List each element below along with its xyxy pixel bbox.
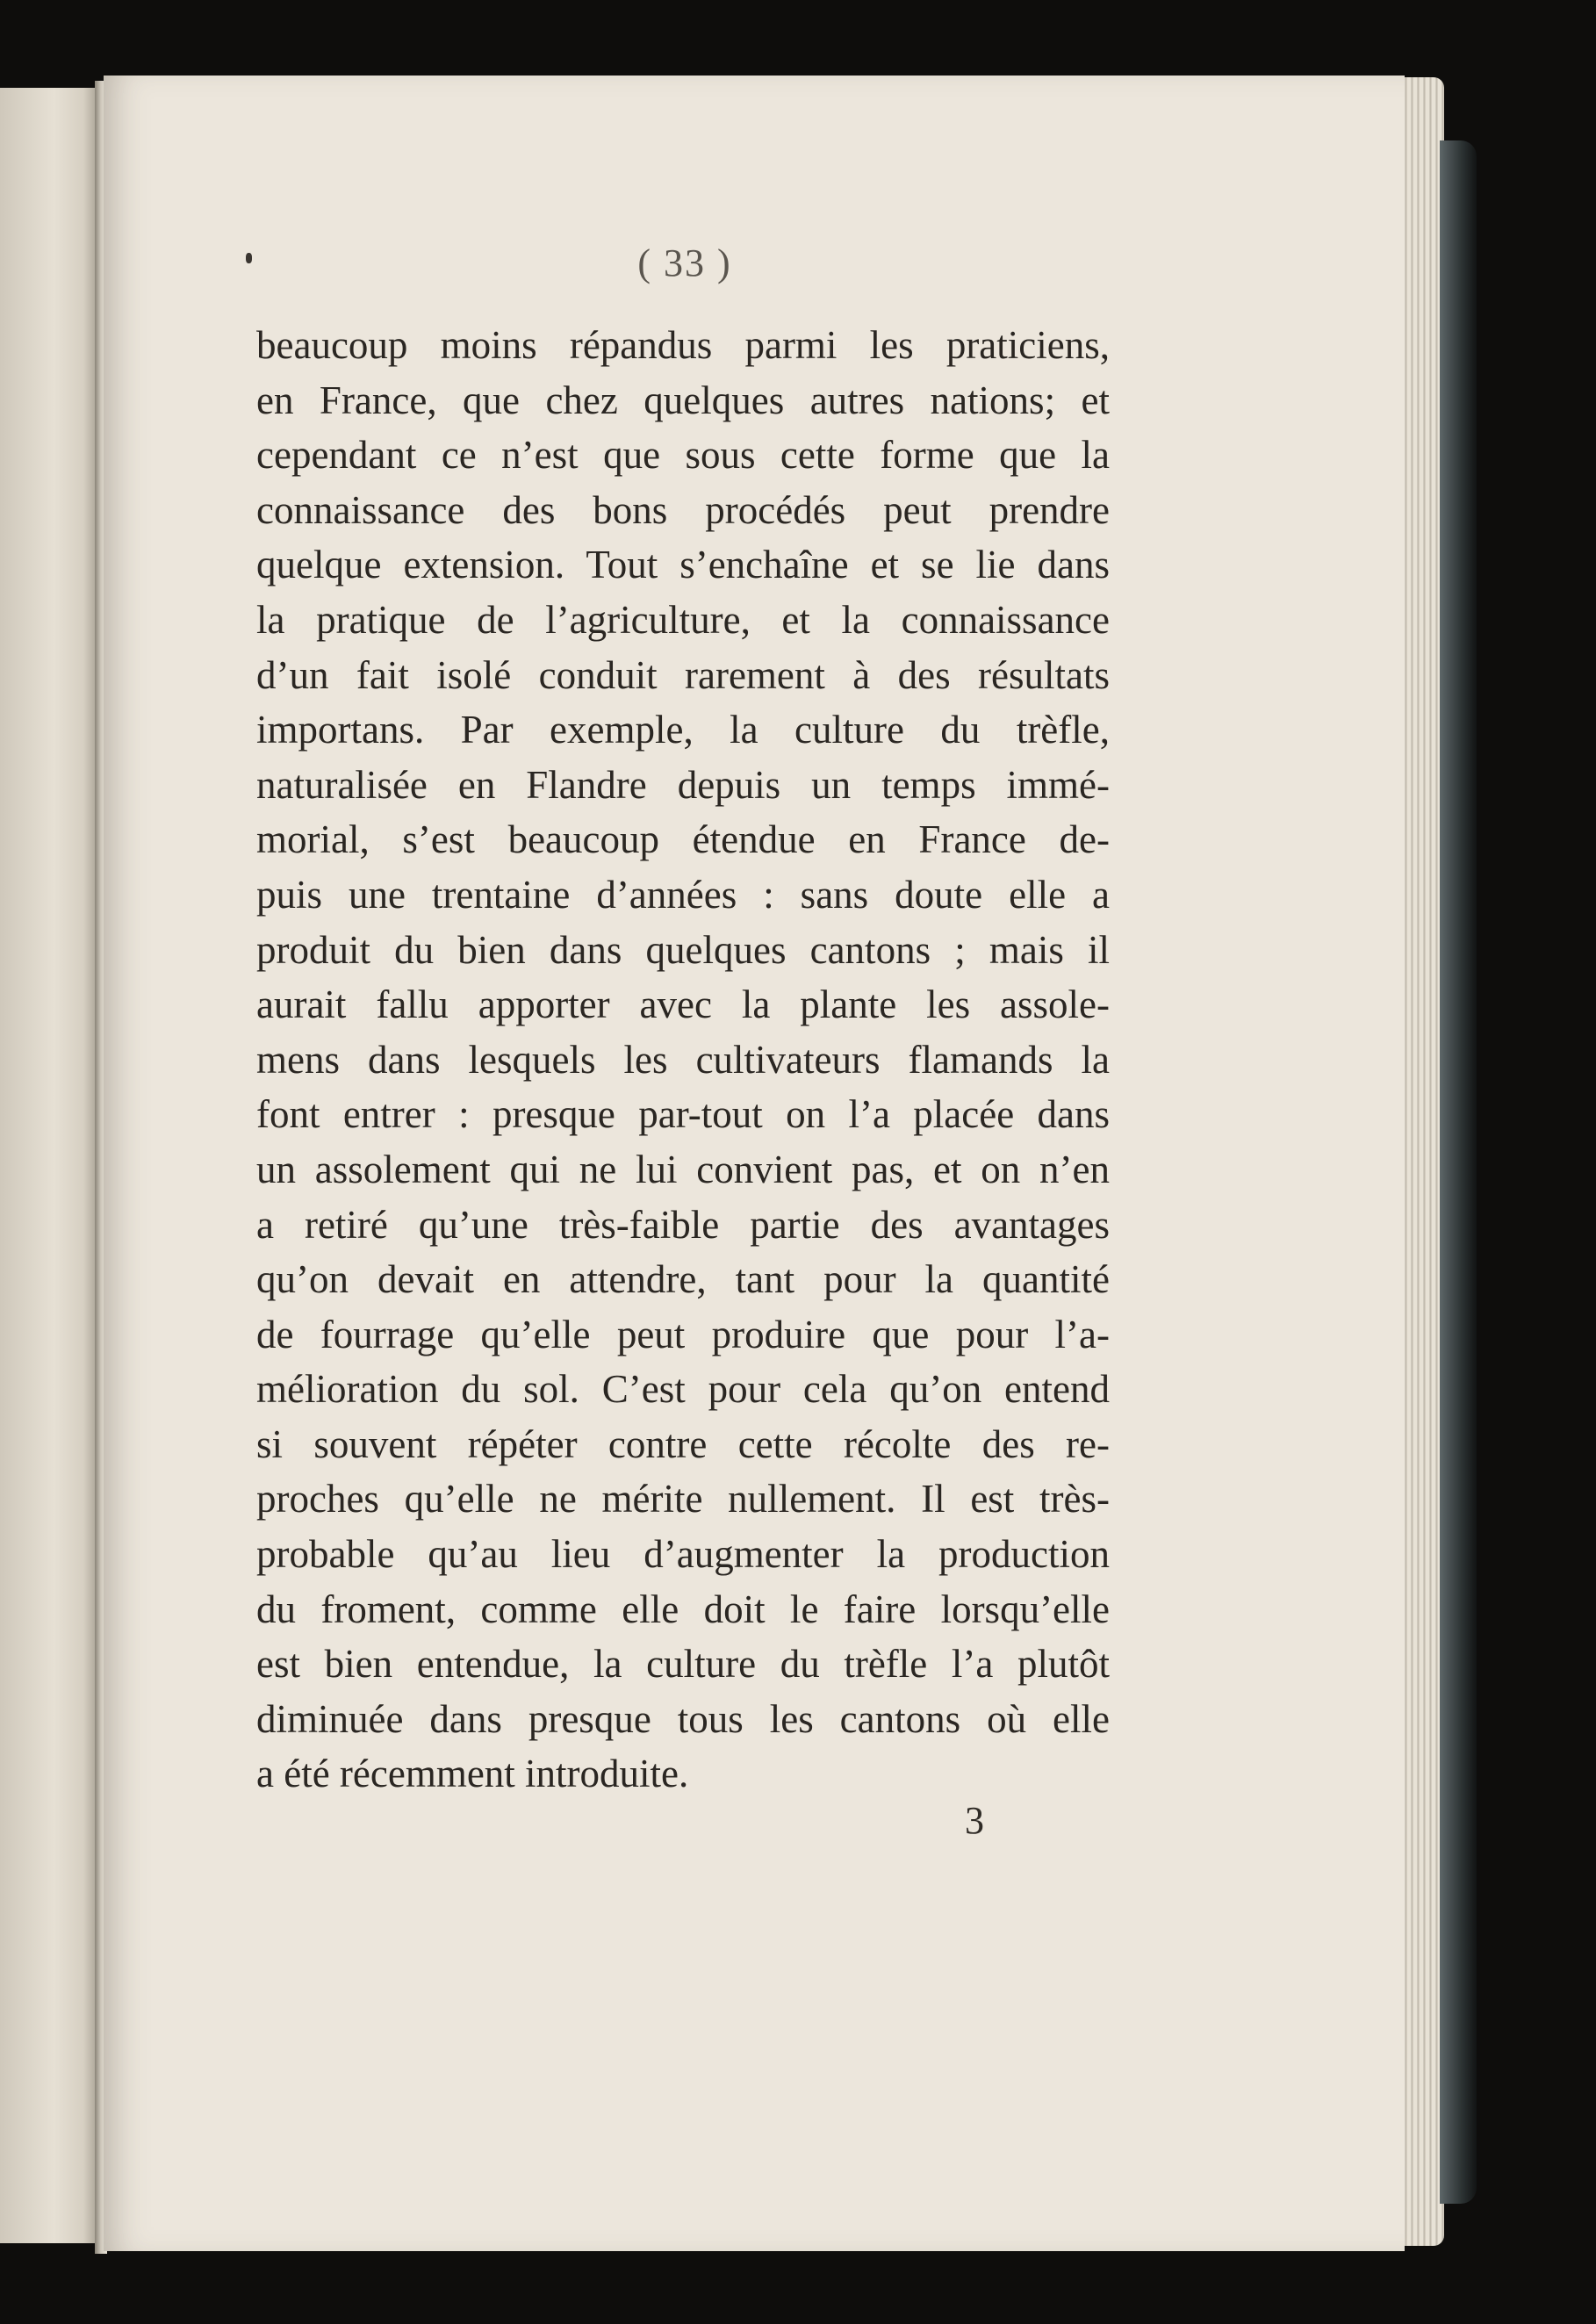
text-line: morial, s’est beaucoup étendue en France de- [256, 817, 1110, 862]
text-line: probable qu’au lieu d’augmenter la production [256, 1532, 1110, 1577]
text-line: puis une trentaine d’années : sans doute elle a [256, 872, 1110, 917]
text-line: mélioration du sol. C’est pour cela qu’on entend [256, 1367, 1110, 1412]
text-line: mens dans lesquels les cultivateurs flamands la [256, 1037, 1110, 1082]
text-line: connaissance des bons procédés peut prendre [256, 487, 1110, 532]
text-line: si souvent répéter contre cette récolte des re- [256, 1421, 1110, 1466]
text-line: de fourrage qu’elle peut produire que pour l’a- [256, 1312, 1110, 1356]
book-cover-shadow [1440, 140, 1477, 2204]
text-line-last: a été récemment introduite. [256, 1752, 689, 1796]
text-line: en France, que chez quelques autres nations; et [256, 378, 1110, 422]
text-line: un assolement qui ne lui convient pas, et on n’en [256, 1147, 1110, 1191]
text-line: aurait fallu apporter avec la plante les assole- [256, 982, 1110, 1027]
text-line: importans. Par exemple, la culture du trèfle, [256, 708, 1110, 752]
ink-speck [246, 253, 252, 263]
text-line: a retiré qu’une très-faible partie des avantages [256, 1202, 1110, 1247]
facing-page-edge [0, 88, 98, 2243]
text-line: d’un fait isolé conduit rarement à des résultats [256, 652, 1110, 697]
page-number-header: ( 33 ) [637, 241, 732, 284]
text-line: produit du bien dans quelques cantons ; mais il [256, 927, 1110, 972]
text-line: cependant ce n’est que sous cette forme que la [256, 433, 1110, 478]
text-line: diminuée dans presque tous les cantons où elle [256, 1696, 1110, 1741]
body-text [256, 318, 1110, 1802]
text-line: qu’on devait en attendre, tant pour la quantité [256, 1257, 1110, 1302]
text-line: proches qu’elle ne mérite nullement. Il est très- [256, 1477, 1110, 1522]
text-line: beaucoup moins répandus parmi les praticiens, [256, 323, 1110, 367]
text-line: est bien entendue, la culture du trèfle l’a plutôt [256, 1642, 1110, 1687]
text-line: la pratique de l’agriculture, et la connaissance [256, 597, 1110, 642]
text-line: naturalisée en Flandre depuis un temps immé- [256, 762, 1110, 807]
text-line: font entrer : presque par-tout on l’a placée dans [256, 1092, 1110, 1137]
signature-mark: 3 [965, 1799, 984, 1842]
text-line: du froment, comme elle doit le faire lorsqu’elle [256, 1587, 1110, 1631]
text-line: quelque extension. Tout s’enchaîne et se lie dans [256, 543, 1110, 587]
